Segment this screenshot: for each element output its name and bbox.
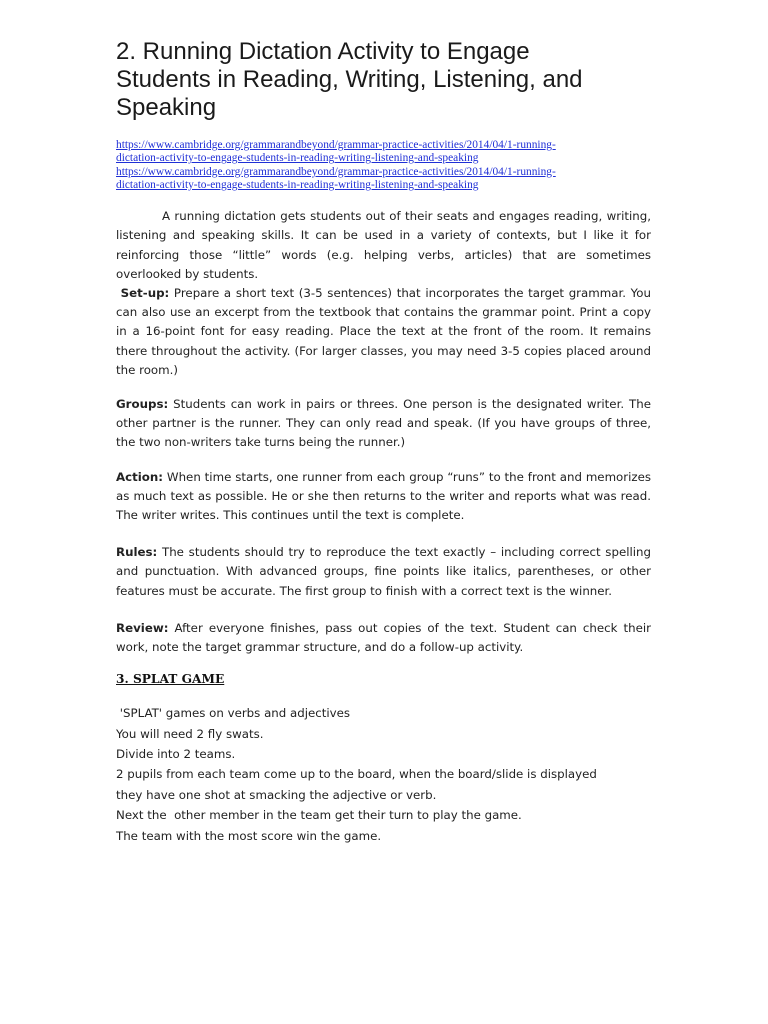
rules-text: The students should try to reproduce the text exactly – including correct spelling and punctuation. With advanced groups, fine points like italics, parentheses, or other features must be accurate. The first group to finish with a correct text is the winner.: [116, 545, 651, 598]
splat-line: 'SPLAT' games on verbs and adjectives: [116, 706, 351, 721]
source-link[interactable]: https://www.cambridge.org/grammarandbeyond/grammar-practice-activities/2014/04/1-running-: [116, 139, 556, 151]
review-text: After everyone finishes, pass out copies of the text. Student can check their work, note the target grammar structure, and do a follow-up activity.: [116, 620, 651, 655]
source-links: [116, 139, 651, 192]
source-link[interactable]: dictation-activity-to-engage-students-in-reading-writing-listening-and-speaking: [116, 152, 479, 165]
title-line: Speaking: [116, 94, 217, 121]
source-link[interactable]: dictation-activity-to-engage-students-in-reading-writing-listening-and-speaking: [116, 178, 479, 191]
action-label: Action:: [116, 469, 164, 484]
activity-description: [116, 207, 651, 657]
splat-line: The team with the most score win the game.: [116, 828, 382, 843]
splat-instructions: [116, 703, 651, 846]
intro-paragraph: A running dictation gets students out of their seats and engages reading, writing, listening and speaking skills. It can be used in a variety of contexts, but I like it for reinforcing those “little” words (e.g. helping verbs, articles) that are sometimes overlooked by students.: [116, 209, 651, 281]
splat-line: You will need 2 fly swats.: [116, 726, 264, 741]
title-line: Students in Reading, Writing, Listening, and: [116, 66, 583, 93]
splat-line: they have one shot at smacking the adjective or verb.: [116, 787, 437, 802]
setup-label: Set-up:: [120, 286, 170, 300]
groups-paragraph: [116, 395, 651, 453]
splat-line: Divide into 2 teams.: [116, 747, 236, 762]
splat-line: 2 pupils from each team come up to the board, when the board/slide is displayed: [116, 767, 597, 782]
splat-line: Next the other member in the team get their turn to play the game.: [116, 808, 522, 823]
review-label: Review:: [116, 620, 169, 635]
page-title: [116, 38, 651, 122]
groups-text: Students can work in pairs or threes. One person is the designated writer. The other partner is the runner. They can only read and speak. (If you have groups of three, the two non-writers take turns being the runner.): [116, 397, 651, 450]
rules-paragraph: [116, 543, 651, 601]
title-line: 2. Running Dictation Activity to Engage: [116, 38, 530, 65]
splat-heading: 3. SPLAT GAME: [116, 672, 225, 687]
setup-text: Prepare a short text (3-5 sentences) that incorporates the target grammar. You can also use an excerpt from the textbook that contains the grammar point. Print a copy in a 16-point font for easy reading. Place the text at the front of the room. It remains there throughout the activity. (For larger classes, you may need 3-5 copies placed around the room.): [116, 286, 651, 377]
groups-label: Groups:: [116, 397, 169, 412]
rules-label: Rules:: [116, 545, 158, 560]
review-paragraph: [116, 619, 651, 657]
action-paragraph: [116, 468, 651, 526]
document-page: [116, 38, 651, 846]
setup-paragraph: [116, 284, 651, 380]
action-text: When time starts, one runner from each group “runs” to the front and memorizes as much text as possible. He or she then returns to the writer and reports what was read. The writer writes. This continues until the text is complete.: [116, 469, 651, 523]
source-link[interactable]: https://www.cambridge.org/grammarandbeyond/grammar-practice-activities/2014/04/1-running-: [116, 165, 556, 178]
